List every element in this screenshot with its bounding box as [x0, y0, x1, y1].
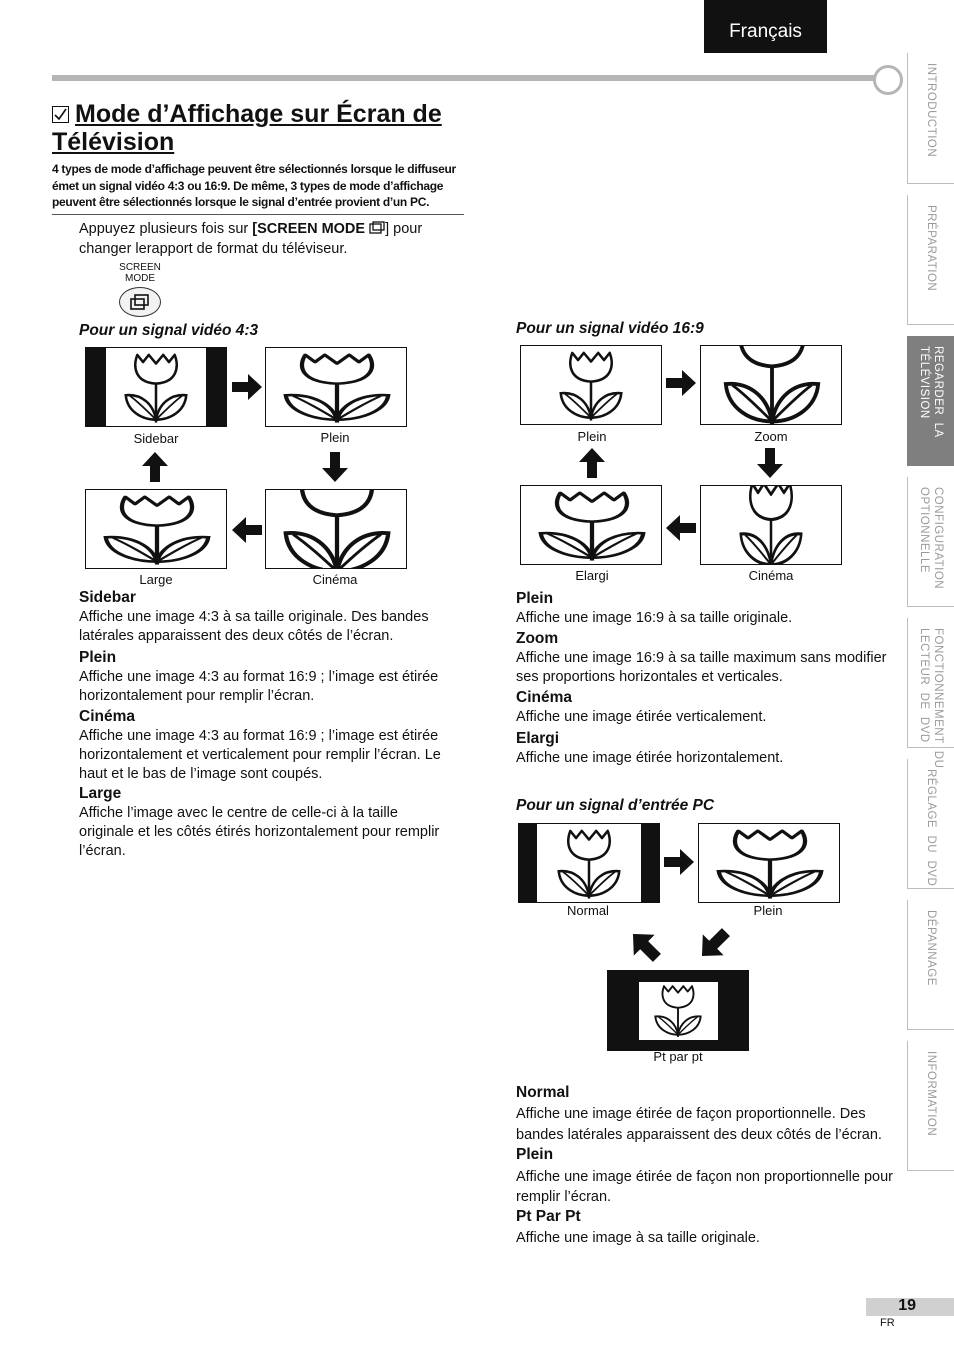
diagram-normal-pc	[518, 823, 660, 903]
arrow-right-icon	[666, 368, 696, 398]
caption: Sidebar	[133, 431, 179, 446]
page-number-box	[866, 1298, 954, 1316]
header-rule-circle	[873, 65, 903, 95]
diagram-plein-pc	[698, 823, 840, 903]
side-tab-dvd-setup[interactable]: RÉGLAGE DU DVD	[907, 759, 954, 889]
diagram-plein-43	[265, 347, 407, 427]
desc-pt-par-pt-pc: Affiche une image à sa taille originale.	[516, 1230, 760, 1246]
caption: Pt par pt	[653, 1049, 703, 1064]
section-heading-169: Pour un signal vidéo 16:9	[516, 320, 704, 337]
side-tab-optional-setup[interactable]: CONFIGURATION OPTIONNELLE	[907, 477, 954, 607]
side-tab-troubleshooting[interactable]: DÉPANNAGE	[907, 900, 954, 1030]
caption: Cinéma	[748, 568, 794, 583]
header-rule	[52, 75, 878, 81]
caption: Zoom	[754, 429, 788, 444]
diagram-cinema-43	[265, 489, 407, 569]
diagram-cinema-169	[700, 485, 842, 565]
arrow-down-left-icon	[690, 920, 738, 968]
screen-mode-button-label: SCREEN MODE	[119, 262, 161, 284]
diagram-plein-169	[520, 345, 662, 425]
arrow-up-icon	[140, 452, 170, 482]
term-elargi-169: Elargi	[516, 730, 560, 747]
desc-large: Affiche l’image avec le centre de celle-ci à la taille originale et les côtés étirés horizontalement pour remplir l’écran.	[79, 805, 440, 859]
press-instruction: Appuyez plusieurs fois sur [SCREEN MODE ] pour changer lerapport de format du téléviseur.	[79, 221, 423, 257]
term-normal-pc: Normal	[516, 1084, 570, 1101]
side-tab-dvd-operation[interactable]: FONCTIONNEMENT DU LECTEUR DE DVD	[907, 618, 954, 748]
desc-plein-pc: Affiche une image étirée de façon non proportionnelle pour remplir l’écran.	[516, 1169, 893, 1205]
term-pt-par-pt-pc: Pt Par Pt	[516, 1208, 581, 1225]
term-zoom-169: Zoom	[516, 630, 559, 647]
term-plein-169: Plein	[516, 590, 554, 607]
caption: Cinéma	[312, 572, 358, 587]
desc-normal-pc: Affiche une image étirée de façon proportionnelle. Des bandes latérales apparaissent des deux côtés de l’écran.	[516, 1106, 882, 1143]
desc-sidebar: Affiche une image 4:3 à sa taille originale. Des bandes latérales apparaissent des deux côtés de l’écran.	[79, 609, 429, 644]
page-title: Mode d’Affichage sur Écran de Télévision	[52, 100, 442, 156]
caption: Normal	[567, 903, 609, 918]
desc-cinema-169: Affiche une image étirée verticalement.	[516, 709, 767, 725]
checkbox-icon	[52, 106, 69, 123]
side-tab-watch-tv[interactable]: REGARDER LA TÉLÉVISION	[907, 336, 954, 466]
intro-text: 4 types de mode d’affichage peuvent être sélectionnés lorsque le diffuseur émet un signal vidéo 4:3 ou 16:9. De même, 3 types de mode d’affichage peuvent être sélectionnés lorsque le signal d’entrée provient d’un PC.	[52, 162, 456, 209]
screen-mode-button[interactable]	[119, 287, 161, 317]
term-large: Large	[79, 785, 122, 802]
desc-plein-169: Affiche une image 16:9 à sa taille originale.	[516, 610, 793, 626]
caption: Elargi	[575, 568, 609, 583]
section-heading-pc: Pour un signal d’entrée PC	[516, 797, 715, 814]
term-sidebar: Sidebar	[79, 589, 136, 606]
arrow-down-icon	[320, 452, 350, 482]
language-tab[interactable]: Français	[704, 0, 827, 53]
diagram-pt-par-pt-pc	[607, 970, 749, 1051]
desc-cinema: Affiche une image 4:3 au format 16:9 ; l’image est étirée horizontalement et verticalement pour remplir l’écran. Le haut et le bas de l’image sont coupés.	[79, 728, 441, 782]
page-language: FR	[880, 1317, 895, 1329]
section-heading-43: Pour un signal vidéo 4:3	[79, 322, 259, 339]
term-cinema-169: Cinéma	[516, 689, 572, 706]
caption: Large	[139, 572, 173, 587]
caption: Plein	[320, 430, 350, 445]
desc-plein: Affiche une image 4:3 au format 16:9 ; l’image est étirée horizontalement pour remplir l’écran.	[79, 669, 439, 704]
desc-zoom-169: Affiche une image 16:9 à sa taille maximum sans modifier ses proportions horizontales et verticales.	[516, 650, 887, 685]
intro-rule	[52, 214, 464, 215]
term-plein: Plein	[79, 649, 117, 666]
caption: Plein	[577, 429, 607, 444]
arrow-right-icon	[664, 847, 694, 877]
screen-mode-icon	[130, 294, 150, 310]
arrow-down-icon	[755, 448, 785, 478]
diagram-sidebar-43	[85, 347, 227, 427]
caption: Plein	[753, 903, 783, 918]
desc-elargi-169: Affiche une image étirée horizontalement.	[516, 750, 784, 766]
diagram-large-43	[85, 489, 227, 569]
arrow-left-icon	[666, 513, 696, 543]
side-tab-information[interactable]: INFORMATION	[907, 1041, 954, 1171]
side-tab-preparation[interactable]: PRÉPARATION	[907, 195, 954, 325]
arrow-right-icon	[232, 372, 262, 402]
diagram-zoom-169	[700, 345, 842, 425]
arrow-up-left-icon	[621, 922, 669, 970]
page-number: 19	[898, 1297, 916, 1314]
term-cinema: Cinéma	[79, 708, 135, 725]
side-tab-introduction[interactable]: INTRODUCTION	[907, 53, 954, 184]
arrow-up-icon	[577, 448, 607, 478]
screen-mode-icon	[369, 221, 385, 234]
diagram-elargi-169	[520, 485, 662, 565]
arrow-left-icon	[232, 515, 262, 545]
term-plein-pc: Plein	[516, 1146, 554, 1163]
